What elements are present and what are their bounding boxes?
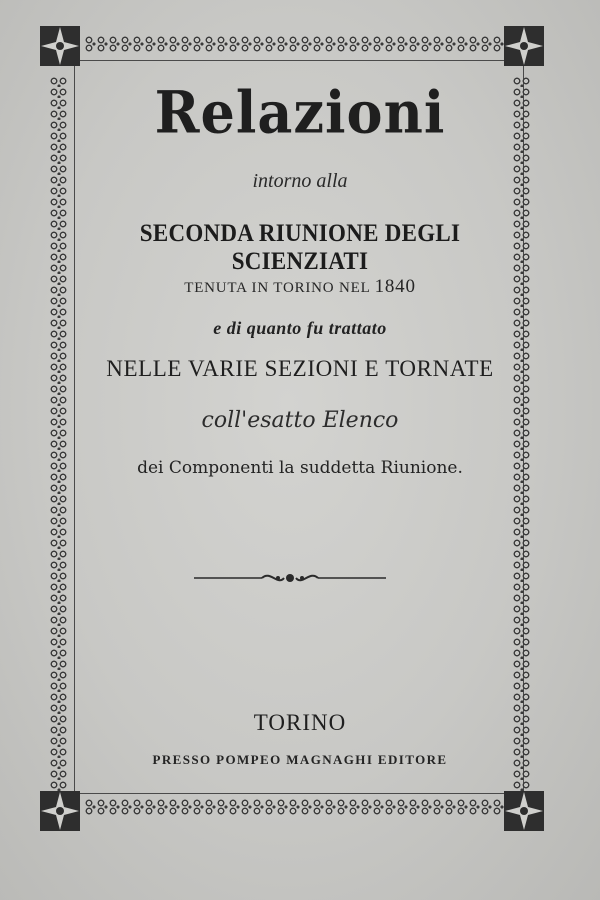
subtitle-intorno: intorno alla [252,170,348,192]
held-year: 1840 [374,276,416,297]
elenco-line: coll'esatto Elenco [201,408,399,433]
main-heading: SECONDA RIUNIONE DEGLI SCIENZIATI [139,220,461,275]
corner-star-icon [500,22,548,70]
publisher-line: PRESSO POMPEO MAGNAGHI EDITORE [152,752,448,767]
components-line: dei Componenti la suddetta Riunione. [137,458,463,478]
corner-star-icon [36,787,84,835]
quanto-line: e di quanto fu trattato [213,318,387,338]
sections-line: NELLE VARIE SEZIONI E TORNATE [106,356,494,381]
border-top-ornament [84,34,516,54]
corner-star-icon [500,787,548,835]
border-left-ornament [48,76,70,792]
held-prefix: TENUTA IN TORINO NEL [184,280,370,296]
border-bottom-ornament [84,797,516,817]
page-title: Relazioni [154,77,446,147]
corner-star-icon [36,22,84,70]
held-line [80,276,520,298]
city-name: TORINO [253,710,347,735]
flourish-divider-icon [192,566,388,590]
